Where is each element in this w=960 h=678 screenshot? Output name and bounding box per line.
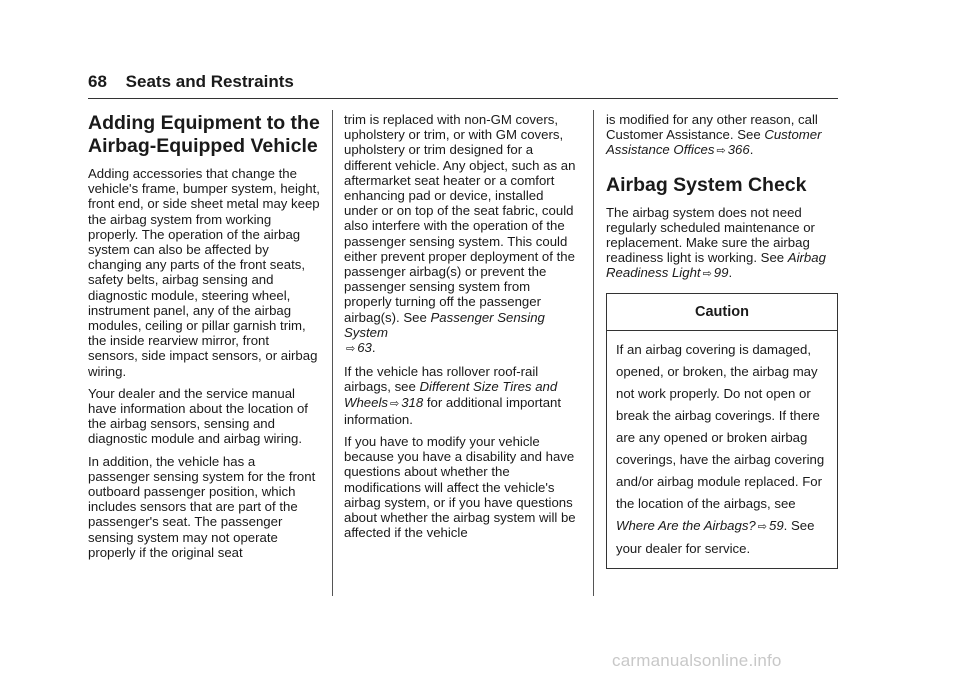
page-ref-number: 366: [727, 142, 750, 158]
link-text: Different Size Tires and Wheels: [344, 379, 558, 410]
caution-body: [607, 331, 837, 568]
column-1: [88, 112, 320, 567]
page-arrow-icon: ⇨: [757, 520, 767, 533]
heading-adding-equipment: Adding Equipment to the Airbag-Equipped Vehicle: [88, 112, 320, 157]
page-ref-number: 318: [401, 394, 424, 410]
column-3: [606, 112, 842, 569]
heading-airbag-system-check: Airbag System Check: [606, 173, 807, 196]
paragraph-text: The airbag system does not need regularly scheduled maintenance or replacement. Make sure the airbag readiness light is working. See: [606, 204, 815, 266]
page-ref-number: 99: [713, 265, 729, 281]
caution-text: . See your dealer for service.: [616, 517, 815, 556]
link-text: Customer Assistance Offices: [606, 127, 822, 158]
page-number: 68: [88, 72, 107, 91]
link-where-are-the-airbags[interactable]: [616, 518, 784, 533]
paragraph-dealer-manual: Your dealer and the service manual have information about the location of the airbag sensors, sensing and diagnostic module and airbag wiring.: [88, 385, 308, 447]
page-arrow-icon: ⇨: [702, 268, 712, 281]
paragraph-text: If the vehicle has rollover roof-rail airbags, see: [344, 364, 539, 395]
page-arrow-icon: ⇨: [389, 397, 400, 410]
column-divider-right: [593, 110, 594, 596]
paragraph-seat-trim: trim is replaced with non-GM covers, upholstery or trim, or with GM covers, upholstery or trim designed for a different vehicle. Any object, such as an aftermarket seat heater or a comfort enhancing pad or device, installed under or on top of the seat fabric, could also interfere with the operation of the passenger sensing system. This could either prevent proper deployment of the passenger airbag(s) or prevent the passenger sensing system from properly turning off the passenger airbag(s). See Passenger Sensing System ⇨ 63.: [344, 112, 576, 356]
link-text: Passenger Sensing System: [344, 309, 545, 340]
column-divider-left: [332, 110, 333, 596]
paragraph-accessories: Adding accessories that change the vehicle's frame, bumper system, height, front end, or side sheet metal may keep the airbag system from working properly. The operation of the airbag system can also be affected by changing any parts of the front seats, safety belts, airbag sensing and diagnostic module, steering wheel, instrument panel, any of the airbag modules, ceiling or pillar garnish trim, the inside rearview mirror, front sensors, side impact sensors, or airbag wiring.: [88, 166, 320, 379]
page-ref-number: 59: [768, 517, 784, 533]
watermark: carmanualsonline.info: [612, 651, 782, 670]
header-rule: [88, 98, 838, 99]
page-ref-number: 63: [357, 340, 372, 356]
paragraph-text: for additional important information.: [344, 394, 562, 427]
paragraph-system-check: The airbag system does not need regularly scheduled maintenance or replacement. Make sure the airbag readiness light is working. See Airbag Readiness Light ⇨ 99.: [606, 204, 826, 281]
caution-text: If an airbag covering is damaged, opened, or broken, the airbag may not work properly. Do not open or break the airbag coverings. If there are any opened or broken airbag coverings, have the airbag covering and/or airbag module replaced. For the location of the airbags, see: [616, 341, 825, 511]
page-arrow-icon: ⇨: [716, 145, 726, 158]
section-title: Seats and Restraints: [125, 72, 294, 91]
caution-title: Caution: [607, 294, 837, 331]
paragraph-rollover: [344, 364, 580, 427]
paragraph-modify-vehicle: If you have to modify your vehicle because you have a disability and have questions about whether the modifications will affect the vehicle's airbag system, or if you have questions about whether the airbag system will be affected if the vehicle: [344, 434, 576, 541]
column-2: [344, 112, 580, 547]
link-text: Where Are the Airbags?: [616, 517, 756, 533]
caution-box: [606, 293, 838, 569]
paragraph-passenger-sensing: In addition, the vehicle has a passenger sensing system for the front outboard passenger position, which includes sensors that are part of the passenger's seat. The passenger sensing system may not operate properly if the original seat: [88, 453, 316, 560]
link-text: Airbag Readiness Light: [606, 250, 826, 281]
paragraph-text: is modified for any other reason, call Customer Assistance. See: [606, 112, 818, 143]
page-arrow-icon: ⇨: [346, 343, 356, 356]
paragraph-text: trim is replaced with non-GM covers, upholstery or trim, or with GM covers, upholstery or trim designed for a different vehicle. Any object, such as an aftermarket seat heater or a comfort enhancing pad or device, installed under or on top of the seat fabric, could also interfere with the operation of the passenger sensing system. This could either prevent proper deployment of the passenger airbag(s) or prevent the passenger sensing system from properly turning off the passenger airbag(s). See: [344, 112, 576, 325]
paragraph-customer-assistance: is modified for any other reason, call Customer Assistance. See Customer Assistance Offices ⇨ 366.: [606, 112, 822, 158]
page-header: [88, 72, 294, 92]
